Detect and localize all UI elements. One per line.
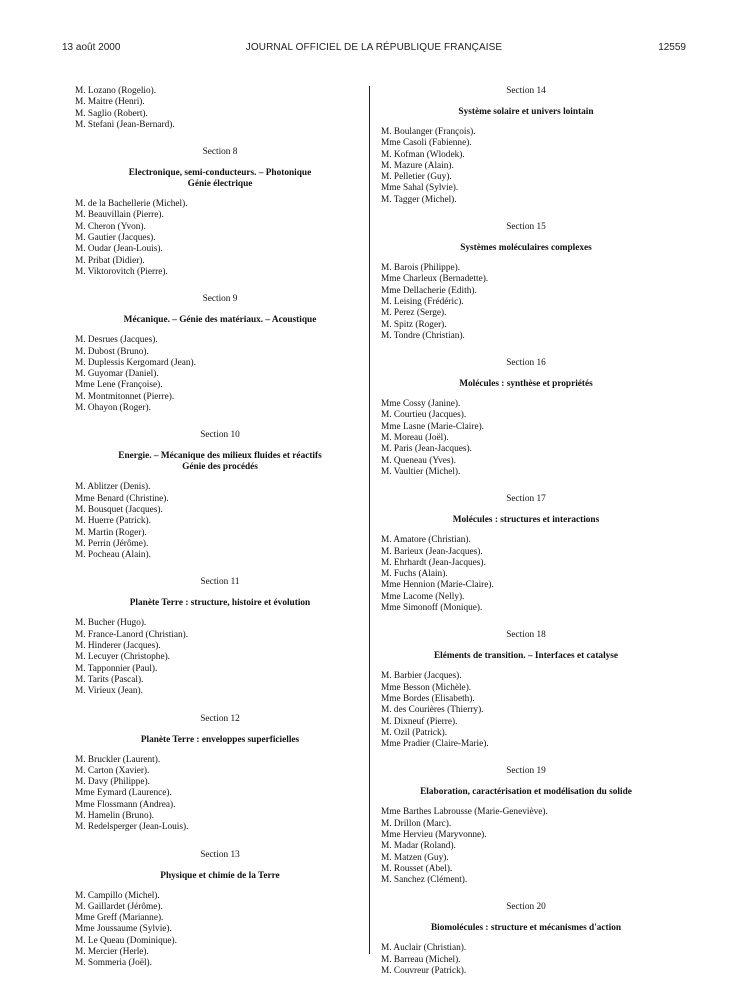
section-members-list (75, 482, 365, 561)
member-name: M. Ehrhardt (Jean-Jacques). (381, 557, 486, 568)
section-title-line: Mécanique. – Génie des matériaux. – Acoustique (123, 315, 317, 326)
member-name: M. Martin (Roger). (75, 527, 147, 538)
section-title (381, 923, 671, 934)
section-title-line: Biomolécules : structure et mécanismes d'action (430, 923, 622, 934)
section-title-line: Energie. – Mécanique des milieux fluides et réactifs (118, 451, 322, 462)
member-name: M. des Courières (Thierry). (381, 705, 484, 716)
section-members-list (381, 535, 671, 614)
member-name: Mme Flossmann (Andrea). (75, 799, 176, 810)
section-number: Section 14 (506, 86, 546, 96)
member-name: Mme Hervieu (Maryvonne). (381, 829, 487, 840)
section-block (381, 494, 671, 614)
member-name: M. Dubost (Bruno). (75, 346, 149, 357)
member-name: M. Lecuyer (Christophe). (75, 652, 171, 663)
member-name: M. Gautier (Jacques). (75, 233, 156, 244)
section-members-list (75, 891, 365, 970)
section-title-line: Physique et chimie de la Terre (160, 870, 280, 881)
section-title (75, 735, 365, 746)
member-name: M. Moreau (Joël). (381, 433, 449, 444)
section-members-list (381, 399, 671, 478)
member-name: M. Perez (Serge). (381, 308, 447, 319)
section-title-line: Génie électrique (187, 179, 253, 190)
member-name: M. Le Queau (Dominique). (75, 935, 177, 946)
member-name: M. Queneau (Yves). (381, 455, 456, 466)
section-number: Section 15 (506, 222, 546, 233)
section-title-line: Systèmes moléculaires complexes (460, 243, 592, 254)
member-name: M. Mazure (Alain). (381, 160, 454, 171)
section-members-list (75, 755, 365, 834)
section-title (381, 243, 671, 254)
member-name: Mme Dellacherie (Edith). (381, 285, 477, 296)
section-number: Section 12 (200, 713, 240, 724)
member-name: Mme Besson (Michèle). (381, 682, 472, 693)
member-name: M. Barieux (Jean-Jacques). (381, 546, 483, 557)
section-title (75, 315, 365, 326)
member-name: Mme Eymard (Laurence). (75, 788, 172, 799)
section-members-list (75, 199, 365, 278)
member-name: M. Barois (Philippe). (381, 263, 461, 274)
member-name: M. Carton (Xavier). (75, 765, 150, 776)
section-block (75, 294, 365, 414)
right-column (381, 86, 671, 977)
section-title-line: Planète Terre : structure, histoire et évolution (129, 598, 311, 609)
member-name: M. Barreau (Michel). (381, 954, 461, 965)
section-title (381, 787, 671, 798)
member-name: M. Sanchez (Clément). (381, 875, 468, 886)
section-block (75, 577, 365, 697)
member-name: M. Fuchs (Alain). (381, 569, 448, 580)
member-name: M. Barbier (Jacques). (381, 671, 462, 682)
section-title (381, 107, 671, 118)
member-name: M. Ohayon (Roger). (75, 403, 151, 414)
member-name: M. Perrin (Jérôme). (75, 538, 149, 549)
member-name: M. Ablitzer (Denis). (75, 482, 151, 493)
member-name: M. Gaillardet (Jérôme). (75, 901, 163, 912)
member-name: Mme Barthes Labrousse (Marie-Geneviève). (381, 807, 548, 818)
member-name: M. Pelletier (Guy). (381, 172, 452, 183)
member-name: Mme Benard (Christine). (75, 493, 169, 504)
section-number: Section 9 (202, 294, 238, 305)
member-name: M. de la Bachellerie (Michel). (75, 199, 188, 210)
section-title-line: Electronique, semi-conducteurs. – Photonique (128, 168, 312, 179)
section-members-list (381, 807, 671, 886)
member-name: M. Montmitonnet (Pierre). (75, 391, 175, 402)
section-number: Section 8 (202, 147, 238, 158)
section-title-line: Planète Terre : enveloppes superficielles (140, 734, 300, 745)
section-block (381, 222, 671, 342)
member-name: M. Stefani (Jean-Bernard). (75, 119, 175, 130)
section-title (75, 871, 365, 882)
member-name: M. Leising (Frédéric). (381, 296, 464, 307)
member-name: M. Saglio (Robert). (75, 108, 148, 119)
member-name: Mme Simonoff (Monique). (381, 603, 483, 614)
member-name: Mme Joussaume (Sylvie). (75, 924, 172, 935)
section-title-line: Eléments de transition. – Interfaces et catalyse (433, 651, 619, 662)
member-name: M. Tapponnier (Paul). (75, 663, 158, 674)
section-number: Section 10 (200, 430, 240, 441)
left-column (75, 86, 365, 970)
member-name: M. Virieux (Jean). (75, 686, 143, 697)
header-title: JOURNAL OFFICIEL DE LA RÉPUBLIQUE FRANÇAISE (245, 42, 503, 53)
member-name: Mme Casoli (Fabienne). (381, 138, 472, 149)
member-name: M. Hinderer (Jacques). (75, 641, 161, 652)
member-name: Mme Charleux (Bernadette). (381, 274, 489, 285)
section-title (75, 598, 365, 609)
member-name: M. Huerre (Patrick). (75, 516, 151, 527)
member-name: M. Ozil (Patrick). (381, 727, 448, 738)
section-members-list (75, 335, 365, 414)
section-members-list (381, 263, 671, 342)
member-name: M. Kofman (Wlodek). (381, 149, 465, 160)
section-members-list (381, 127, 671, 206)
member-name: M. Duplessis Kergomard (Jean). (75, 357, 196, 368)
member-name: M. Drillon (Marc). (381, 818, 452, 829)
member-name: M. Lozano (Rogelio). (75, 86, 157, 96)
section-number: Section 13 (200, 849, 240, 860)
member-name: M. Beauvillain (Pierre). (75, 210, 164, 221)
section-title (75, 168, 365, 190)
section-title (381, 651, 671, 662)
section-block (75, 714, 365, 834)
member-name: M. Couvreur (Patrick). (381, 966, 467, 977)
section-block (381, 902, 671, 977)
member-name: Mme Sahal (Sylvie). (381, 183, 459, 194)
section-number: Section 17 (506, 494, 546, 505)
section-block (381, 630, 671, 750)
section-block (75, 850, 365, 970)
member-name: M. Dixneuf (Pierre). (381, 716, 458, 727)
member-name: M. Tagger (Michel). (381, 194, 457, 205)
member-name: M. Bucher (Hugo). (75, 618, 147, 629)
column-divider (369, 86, 370, 954)
section-block (75, 147, 365, 278)
member-name: M. Pribat (Didier). (75, 255, 145, 266)
section-block (381, 766, 671, 886)
member-name: M. France-Lanord (Christian). (75, 629, 189, 640)
member-name: M. Courtieu (Jacques). (381, 410, 467, 421)
section-members-list (75, 618, 365, 697)
member-name: M. Madar (Roland). (381, 841, 456, 852)
member-name: M. Desrues (Jacques). (75, 335, 158, 346)
section-number: Section 16 (506, 358, 546, 369)
member-name: M. Auclair (Christian). (381, 943, 467, 954)
member-name: M. Sommeria (Joël). (75, 958, 152, 969)
section-block (381, 86, 671, 206)
member-name: M. Tarits (Pascal). (75, 674, 144, 685)
member-name: Mme Cossy (Janine). (381, 399, 461, 410)
member-name: Mme Hennion (Marie-Claire). (381, 580, 494, 591)
page-header (62, 42, 686, 56)
section-title (381, 379, 671, 390)
section-number: Section 11 (200, 577, 240, 588)
intro-names-list (75, 86, 365, 131)
section-title-line: Système solaire et univers lointain (458, 107, 594, 117)
member-name: M. Matzen (Guy). (381, 852, 449, 863)
member-name: Mme Bordes (Elisabeth). (381, 693, 475, 704)
section-title-line: Molécules : synthèse et propriétés (459, 379, 593, 390)
member-name: Mme Pradier (Claire-Marie). (381, 739, 489, 750)
member-name: Mme Lasne (Marie-Claire). (381, 421, 484, 432)
section-number: Section 20 (506, 902, 546, 913)
section-title-line: Génie des procédés (182, 462, 258, 473)
member-name: M. Oudar (Jean-Louis). (75, 244, 163, 255)
member-name: M. Spitz (Roger). (381, 319, 447, 330)
section-title (75, 451, 365, 473)
header-page-number: 12559 (658, 42, 686, 53)
member-name: M. Bruckler (Laurent). (75, 754, 161, 765)
header-date: 13 août 2000 (62, 42, 121, 53)
section-block (75, 430, 365, 561)
section-number: Section 18 (506, 630, 546, 641)
section-block (381, 358, 671, 478)
member-name: M. Rousset (Abel). (381, 863, 453, 874)
section-title-line: Elaboration, caractérisation et modélisation du solide (420, 787, 632, 798)
member-name: Mme Greff (Marianne). (75, 913, 164, 924)
member-name: M. Campillo (Michel). (75, 890, 160, 901)
member-name: Mme Lene (Françoise). (75, 380, 163, 391)
member-name: M. Redelsperger (Jean-Louis). (75, 822, 189, 833)
section-title (381, 515, 671, 526)
member-name: M. Viktorovitch (Pierre). (75, 266, 168, 277)
section-title-line: Molécules : structures et interactions (452, 515, 600, 526)
member-name: M. Hamelin (Bruno). (75, 810, 155, 821)
member-name: M. Guyomar (Daniel). (75, 369, 159, 380)
member-name: M. Davy (Philippe). (75, 777, 150, 788)
member-name: M. Vaultier (Michel). (381, 466, 461, 477)
member-name: M. Maitre (Henri). (75, 97, 145, 108)
section-members-list (381, 671, 671, 750)
member-name: M. Tondre (Christian). (381, 330, 465, 341)
section-members-list (381, 943, 671, 977)
member-name: Mme Lacome (Nelly). (381, 591, 465, 602)
section-number: Section 19 (506, 766, 546, 777)
member-name: M. Amatore (Christian). (381, 535, 471, 546)
member-name: M. Boulanger (François). (381, 127, 476, 137)
member-name: M. Mercier (Herle). (75, 947, 149, 958)
member-name: M. Cheron (Yvon). (75, 221, 146, 232)
member-name: M. Bousquet (Jacques). (75, 504, 163, 515)
member-name: M. Paris (Jean-Jacques). (381, 444, 472, 455)
member-name: M. Pocheau (Alain). (75, 550, 151, 561)
